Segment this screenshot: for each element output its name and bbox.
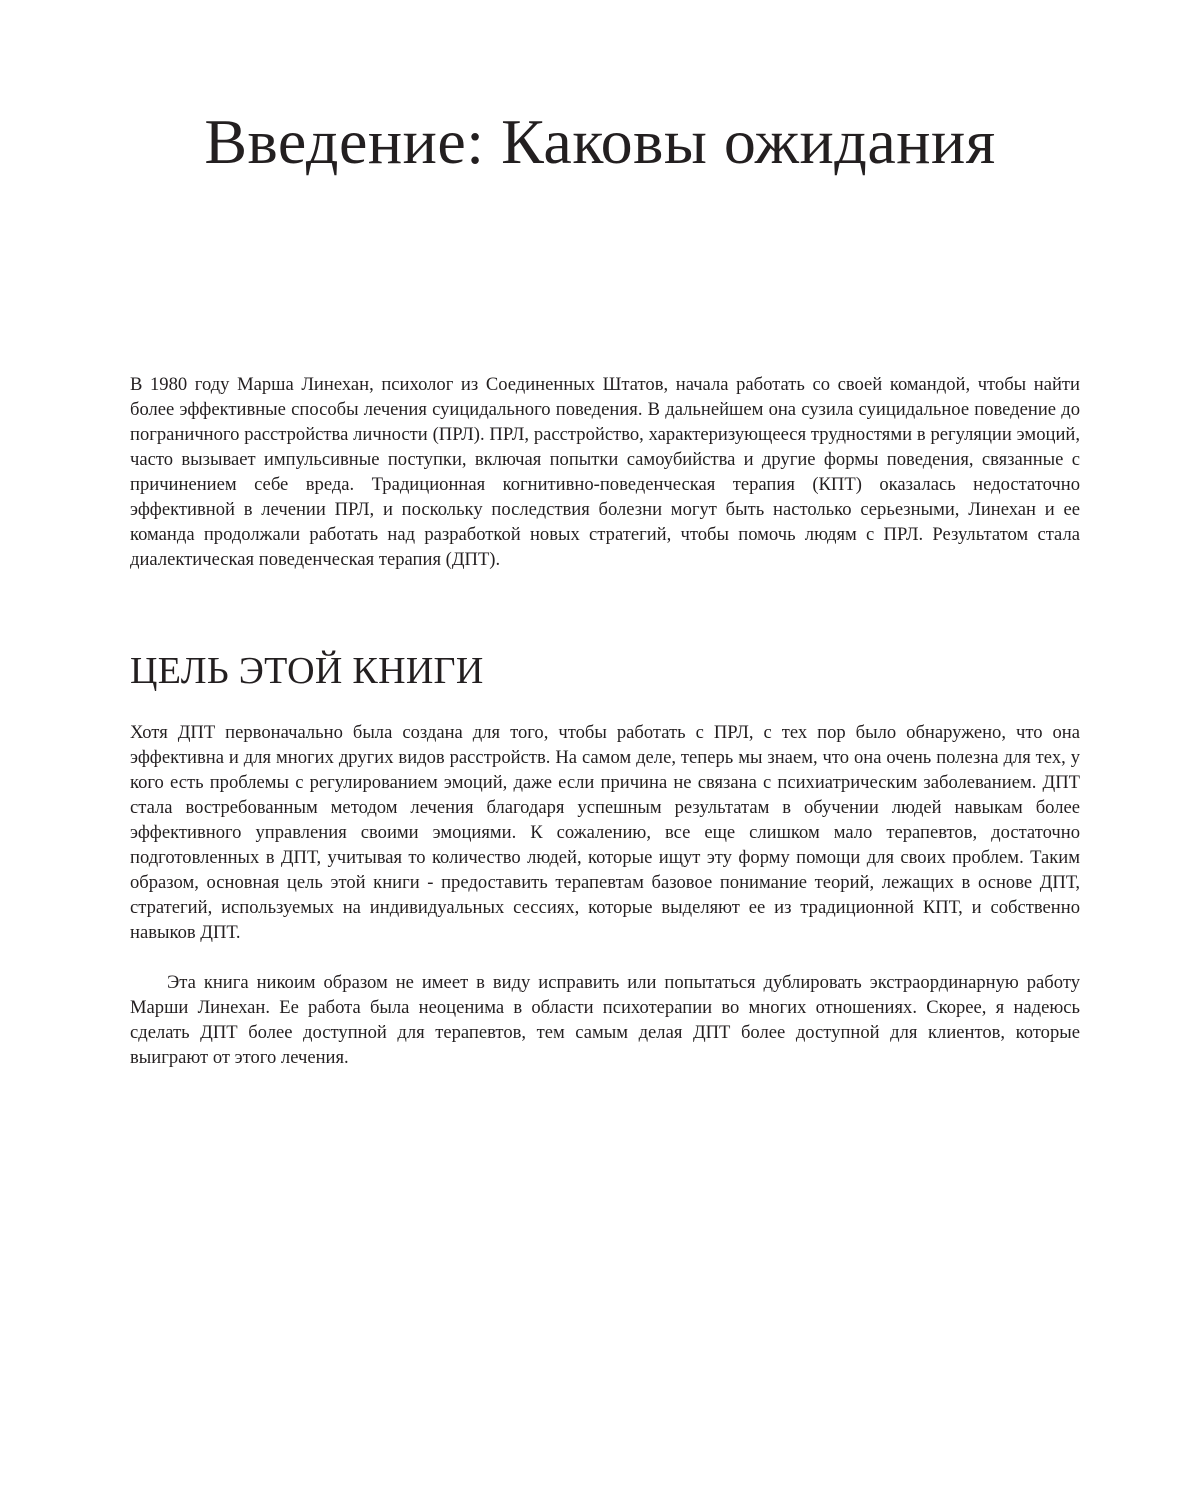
intro-paragraph: В 1980 году Марша Линехан, психолог из Соединенных Штатов, начала работать со своей командой, чтобы найти более эффективные способы лечения суицидального поведения. В дальнейшем она сузила суицидальное поведение до пограничного расстройства личности (ПРЛ). ПРЛ, расстройство, характеризующееся трудностями в регуляции эмоций, часто вызывает импульсивные поступки, включая попытки самоубийства и другие формы поведения, связанные с причинением себе вреда. Традиционная когнитивно-поведенческая терапия (КПТ) оказалась недостаточно эффективной в лечении ПРЛ, и поскольку последствия болезни могут быть настолько серьезными, Линехан и ее команда продолжали работать над разработкой новых стратегий, чтобы помочь людям с ПРЛ. Результатом стала диалектическая поведенческая терапия (ДПТ). [130,374,1080,570]
section-paragraph-1: Хотя ДПТ первоначально была создана для того, чтобы работать с ПРЛ, с тех пор было обнаружено, что она эффективна и для многих других видов расстройств. На самом деле, теперь мы знаем, что она очень полезна для тех, у кого есть проблемы с регулированием эмоций, даже если причина не связана с психиатрическим заболеванием. ДПТ стала востребованным методом лечения благодаря успешным результатам в обучении людей навыкам более эффективного управления своими эмоциями. К сожалению, все еще слишком мало терапевтов, достаточно подготовленных в ДПТ, учитывая то количество людей, которые ищут эту форму помощи для своих проблем. Таким образом, основная цель этой книги - предоставить терапевтам базовое понимание теорий, лежащих в основе ДПТ, стратегий, используемых на индивидуальных сессиях, которые выделяют ее из традиционной КПТ, и собственно навыков ДПТ. [130,722,1080,943]
section-paragraph-2: Эта книга никоим образом не имеет в виду исправить или попытаться дублировать экстраординарную работу Марши Линехан. Ее работа была неоценима в области психотерапии во многих отношениях. Скорее, я надеюсь сделать ДПТ более доступной для терапевтов, тем самым делая ДПТ более доступной для клиентов, которые выиграют от этого лечения. [130,972,1080,1068]
chapter-title: Введение: Каковы ожидания [204,106,996,177]
section-heading: ЦЕЛЬ ЭТОЙ КНИГИ [130,650,484,692]
